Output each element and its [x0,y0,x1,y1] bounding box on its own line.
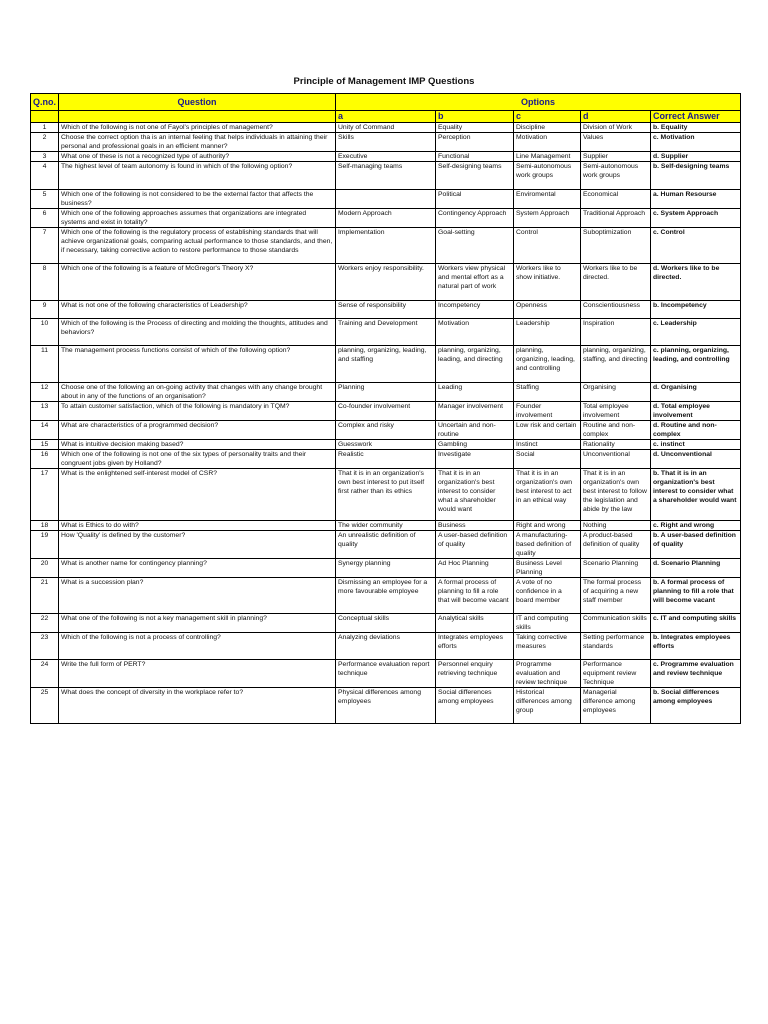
correct-answer: c. Motivation [651,133,741,152]
option-b: That it is in an organization's best interest to consider what a shareholder would want [436,469,514,521]
header-row [31,94,741,111]
option-c: Enviromental [514,190,581,209]
question-text: What is intuitive decision making based? [59,440,336,450]
table-row [31,421,741,440]
table-row [31,688,741,724]
option-d: Rationality [581,440,651,450]
table-row [31,660,741,688]
option-d: Economical [581,190,651,209]
table-row [31,346,741,383]
question-number: 6 [31,209,59,228]
option-d: Performance equipment review Technique [581,660,651,688]
correct-answer: b. Integrates employees efforts [651,633,741,660]
question-text: Choose the correct option tha is an internal feeling that helps individuals in attaining their personal and professional goals in an efficient manner? [59,133,336,152]
option-c: Programme evaluation and review technique [514,660,581,688]
question-text: What is a succession plan? [59,578,336,614]
blank-header-2 [59,111,336,123]
question-number: 24 [31,660,59,688]
option-b: Workers view physical and mental effort as a natural part of work [436,264,514,301]
option-a: Realistic [336,450,436,469]
question-text: What one of the following is not a key management skill in planning? [59,614,336,633]
question-number: 13 [31,402,59,421]
option-b: Incompetency [436,301,514,319]
option-d: Nothing [581,521,651,531]
question-text: Which one of the following is a feature of McGregor's Theory X? [59,264,336,301]
option-c: Staffing [514,383,581,402]
table-row [31,123,741,133]
option-c: That it is in an organization's own best interest to act in an ethical way [514,469,581,521]
question-text: Choose one of the following an on-going activity that changes with any change brought about in any of the functions of an organisation? [59,383,336,402]
option-c: Discipline [514,123,581,133]
question-number: 5 [31,190,59,209]
question-number: 22 [31,614,59,633]
question-text: What are characteristics of a programmed decision? [59,421,336,440]
option-d: Unconventional [581,450,651,469]
correct-answer: d. Routine and non-complex [651,421,741,440]
correct-answer: c. planning, organizing, leading, and controlling [651,346,741,383]
question-text: Which one of the following is the regulatory process of establishing standards that will achieve organizational goals, comparing actual performance to those standards, and then, if necessary, taking corrective action to restore performance to those standards [59,228,336,264]
option-a: Training and Development [336,319,436,346]
question-number: 17 [31,469,59,521]
table-row [31,521,741,531]
option-a: That it is in an organization's own best interest to put itself first rather than its ethics [336,469,436,521]
correct-answer: c. IT and computing skills [651,614,741,633]
question-number: 21 [31,578,59,614]
option-d: Managerial difference among employees [581,688,651,724]
option-c: Low risk and certain [514,421,581,440]
question-number: 9 [31,301,59,319]
table-row [31,162,741,190]
question-number: 4 [31,162,59,190]
table-row [31,440,741,450]
option-c: Workers like to show initiative. [514,264,581,301]
question-text: The highest level of team autonomy is found in which of the following option? [59,162,336,190]
question-text: Which one of the following is not one of the six types of personality traits and their congruent jobs given by Holland? [59,450,336,469]
option-d: Inspiration [581,319,651,346]
option-c: Founder involvement [514,402,581,421]
option-b: Self-designing teams [436,162,514,190]
options-header: Options [336,94,741,111]
option-c: Leadership [514,319,581,346]
option-b: Ad Hoc Planning [436,559,514,578]
question-text: Write the full form of PERT? [59,660,336,688]
option-b: Perception [436,133,514,152]
option-a-header: a [336,111,436,123]
option-b: Functional [436,152,514,162]
correct-answer: d. Supplier [651,152,741,162]
question-header: Question [59,94,336,111]
question-text: Which one of the following approaches assumes that organizations are integrated systems and exist in totality? [59,209,336,228]
option-b: A formal process of planning to fill a role that will become vacant [436,578,514,614]
table-row [31,319,741,346]
correct-answer: d. Organising [651,383,741,402]
option-a: Planning [336,383,436,402]
question-number: 12 [31,383,59,402]
option-d: The formal process of acquiring a new staff member [581,578,651,614]
question-text: To attain customer satisfaction, which of the following is mandatory in TQM? [59,402,336,421]
option-a: Implementation [336,228,436,264]
option-a: Performance evaluation report technique [336,660,436,688]
option-a: Self-managing teams [336,162,436,190]
table-row [31,383,741,402]
correct-answer: a. Human Resourse [651,190,741,209]
option-c-header: c [514,111,581,123]
table-row [31,578,741,614]
question-text: What is the enlightened self-interest model of CSR? [59,469,336,521]
correct-answer: c. Leadership [651,319,741,346]
option-a: Guesswork [336,440,436,450]
correct-answer: d. Scenario Planning [651,559,741,578]
option-a: Conceptual skills [336,614,436,633]
option-c: Openness [514,301,581,319]
correct-answer: c. Control [651,228,741,264]
option-d: Semi-autonomous work groups [581,162,651,190]
option-c: Taking corrective measures [514,633,581,660]
correct-answer: b. A formal process of planning to fill a role that will become vacant [651,578,741,614]
option-b: Business [436,521,514,531]
option-b: Equality [436,123,514,133]
correct-answer: b. Social differences among employees [651,688,741,724]
option-b: Political [436,190,514,209]
option-b: Personnel enquiry retrieving technique [436,660,514,688]
option-b: Goal-setting [436,228,514,264]
option-a: Physical differences among employees [336,688,436,724]
option-b: Analytical skills [436,614,514,633]
subheader-row [31,111,741,123]
correct-answer: b. Incompetency [651,301,741,319]
table-row [31,152,741,162]
question-number: 15 [31,440,59,450]
option-d: Division of Work [581,123,651,133]
page-title: Principle of Management IMP Questions [293,76,475,87]
option-c: Social [514,450,581,469]
option-c: System Approach [514,209,581,228]
option-a: Synergy planning [336,559,436,578]
correct-answer: b. A user-based definition of quality [651,531,741,559]
question-text: Which of the following is the Process of directing and molding the thoughts, attitudes and behaviors? [59,319,336,346]
option-d: That it is in an organization's own best interest to follow the legislation and abide by the law [581,469,651,521]
option-c: A vote of no confidence in a board member [514,578,581,614]
option-a: Complex and risky [336,421,436,440]
option-a: The wider community [336,521,436,531]
question-text: The management process functions consist of which of the following option? [59,346,336,383]
table-row [31,133,741,152]
option-d: Total employee involvement [581,402,651,421]
option-d: planning, organizing, staffing, and directing [581,346,651,383]
option-b: Motivation [436,319,514,346]
question-text: What is not one of the following characteristics of Leadership? [59,301,336,319]
option-d: Values [581,133,651,152]
questions-body [31,123,741,724]
question-number: 2 [31,133,59,152]
question-number: 16 [31,450,59,469]
blank-header-1 [31,111,59,123]
option-d: Organising [581,383,651,402]
table-row [31,633,741,660]
option-a: Modern Approach [336,209,436,228]
option-c: IT and computing skills [514,614,581,633]
question-number: 8 [31,264,59,301]
table-row [31,450,741,469]
question-number: 3 [31,152,59,162]
option-d: Traditional Approach [581,209,651,228]
option-a: Skills [336,133,436,152]
correct-answer-header: Correct Answer [651,111,741,123]
option-d: Suboptimization [581,228,651,264]
correct-answer: d. Unconventional [651,450,741,469]
questions-table [30,93,741,724]
option-b: Social differences among employees [436,688,514,724]
table-row [31,264,741,301]
option-a: Unity of Command [336,123,436,133]
correct-answer: b. Equality [651,123,741,133]
option-d: Supplier [581,152,651,162]
option-a: Workers enjoy responsibility. [336,264,436,301]
option-a: Executive [336,152,436,162]
option-c: planning, organizing, leading, and controlling [514,346,581,383]
table-row [31,301,741,319]
option-b: Leading [436,383,514,402]
option-b: Investigate [436,450,514,469]
table-row [31,209,741,228]
option-b: Integrates employees efforts [436,633,514,660]
table-row [31,228,741,264]
option-d: Communication skills [581,614,651,633]
question-text: Which of the following is not one of Fayol's principles of management? [59,123,336,133]
option-d: Routine and non-complex [581,421,651,440]
table-row [31,559,741,578]
table-row [31,402,741,421]
option-a: An unrealistic definition of quality [336,531,436,559]
option-c: Right and wrong [514,521,581,531]
question-text: What is Ethics to do with? [59,521,336,531]
option-d: A product-based definition of quality [581,531,651,559]
option-a: Dismissing an employee for a more favourable employee [336,578,436,614]
question-number: 25 [31,688,59,724]
question-number: 14 [31,421,59,440]
qno-header: Q.no. [31,94,59,111]
table-row [31,531,741,559]
correct-answer: d. Total employee involvement [651,402,741,421]
question-number: 23 [31,633,59,660]
option-b: Uncertain and non-routine [436,421,514,440]
table-row [31,614,741,633]
option-b: A user-based definition of quality [436,531,514,559]
option-c: Semi-autonomous work groups [514,162,581,190]
question-text: What does the concept of diversity in the workplace refer to? [59,688,336,724]
question-text: Which one of the following is not considered to be the external factor that affects the business? [59,190,336,209]
option-b-header: b [436,111,514,123]
option-c: Motivation [514,133,581,152]
option-d-header: d [581,111,651,123]
option-a: Analyzing deviations [336,633,436,660]
option-c: Line Management [514,152,581,162]
question-text: How 'Quality' is defined by the customer? [59,531,336,559]
option-b: Gambling [436,440,514,450]
table-row [31,469,741,521]
question-text: What is another name for contingency planning? [59,559,336,578]
question-text: Which of the following is not a process of controlling? [59,633,336,660]
correct-answer: c. Programme evaluation and review technique [651,660,741,688]
correct-answer: c. instinct [651,440,741,450]
correct-answer: c. Right and wrong [651,521,741,531]
question-text: What one of these is not a recognized type of authority? [59,152,336,162]
correct-answer: c. System Approach [651,209,741,228]
question-number: 10 [31,319,59,346]
option-b: planning, organizing, leading, and directing [436,346,514,383]
option-a: planning, organizing, leading, and staffing [336,346,436,383]
option-d: Setting performance standards [581,633,651,660]
question-number: 19 [31,531,59,559]
option-a: Sense of responsibility [336,301,436,319]
question-number: 1 [31,123,59,133]
question-number: 18 [31,521,59,531]
option-c: Control [514,228,581,264]
option-b: Manager involvement [436,402,514,421]
correct-answer: d. Workers like to be directed. [651,264,741,301]
correct-answer: b. Self-designing teams [651,162,741,190]
question-number: 11 [31,346,59,383]
question-number: 7 [31,228,59,264]
option-a [336,190,436,209]
option-d: Conscientiousness [581,301,651,319]
option-d: Workers like to be directed. [581,264,651,301]
correct-answer: b. That it is in an organization's best interest to consider what a shareholder would want [651,469,741,521]
option-a: Co-founder involvement [336,402,436,421]
option-c: Instinct [514,440,581,450]
option-c: Business Level Planning [514,559,581,578]
option-c: Historical differences among group [514,688,581,724]
option-b: Contingency Approach [436,209,514,228]
option-d: Scenario Planning [581,559,651,578]
table-row [31,190,741,209]
option-c: A manufacturing-based definition of quality [514,531,581,559]
question-number: 20 [31,559,59,578]
